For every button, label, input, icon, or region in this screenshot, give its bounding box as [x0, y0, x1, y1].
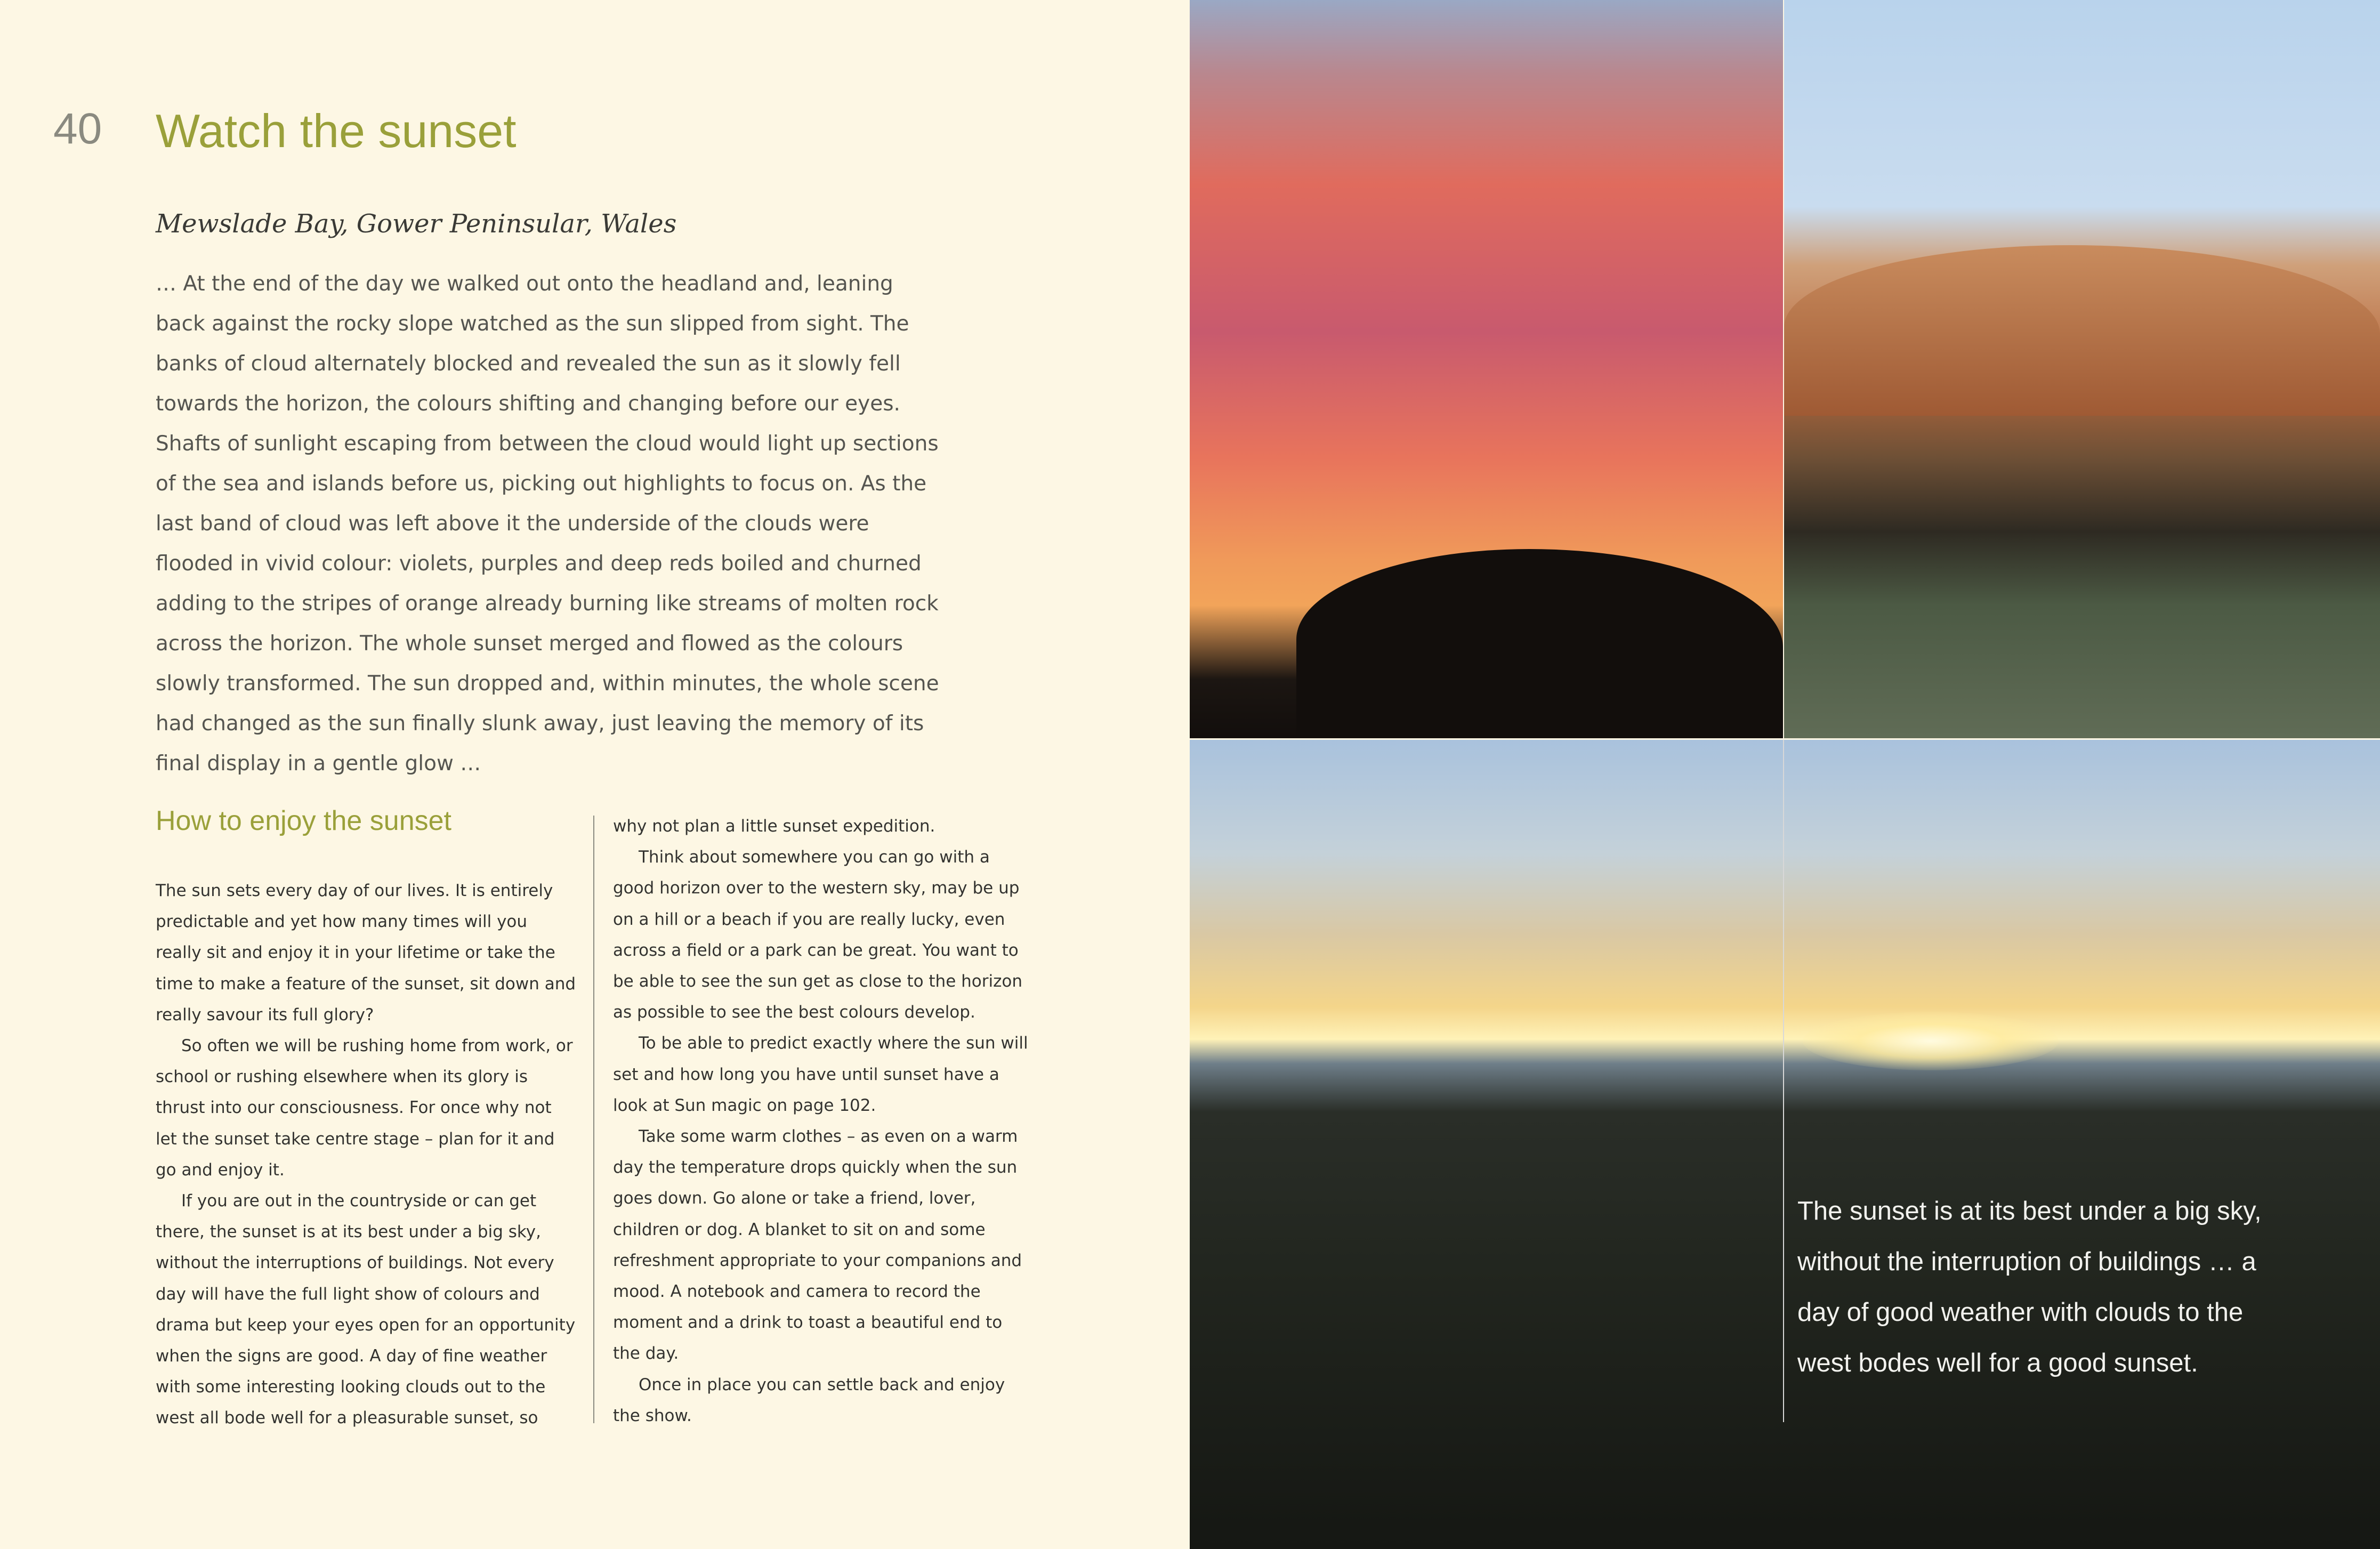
body-column-right — [613, 811, 1029, 1431]
page-number: 40 — [53, 104, 102, 153]
photo-caption — [1797, 1186, 2266, 1389]
body-paragraph: why not plan a little sunset expedition. — [613, 817, 935, 836]
body-paragraph: So often we will be rushing home from work, or school or rushing elsewhere when its glory is thrust into our consciousness. For once why not let the sunset take centre stage – plan for it and go and enjoy it. — [156, 1036, 573, 1180]
caption-text: The sunset is at its best under a big sky, without the interruption of buildings … a day of good weather with clouds to the west bodes well for a good sunset. — [1797, 1197, 2262, 1377]
page-title: Watch the sunset — [156, 104, 517, 157]
intro-paragraph: … At the end of the day we walked out onto the headland and, leaning back against the rocky slope watched as the sun slipped from sight. The banks of cloud alternately blocked and revealed the sun as it slowly fell towards the horizon, the colours shifting and changing before our eyes. Shafts of sunlight escaping from between the cloud would light up sections of the sea and islands before us, picking out highlights to focus on. As the last band of cloud was left above it the underside of the clouds were flooded in vivid colour: violets, purples and deep reds boiled and churned adding to the stripes of orange already burning like streams of molten rock across the horizon. The whole sunset merged and flowed as the colours slowly transformed. The sun dropped and, within minutes, the whole scene had changed as the sun finally slunk away, just leaving the memory of its final display in a gentle glow … — [156, 272, 939, 776]
body-paragraph: If you are out in the countryside or can get there, the sunset is at its best under a big sky, without the interruptions of buildings. Not every day will have the full light show of colours and drama but keep your eyes open for an opportunity when the signs are good. A day of fine weather with some interesting looking clouds out to the west all bode well for a pleasurable sunset, so — [156, 1191, 576, 1428]
photo-collage — [1190, 0, 2380, 1549]
section-heading: How to enjoy the sunset — [156, 805, 451, 836]
location-heading: Mewslade Bay, Gower Peninsular, Wales — [156, 209, 677, 239]
tree-silhouette — [1296, 549, 1783, 738]
body-paragraph: Once in place you can settle back and enjoy the show. — [613, 1375, 1005, 1425]
intro-passage — [156, 264, 945, 784]
red-sky-sunset-photo — [1190, 0, 1783, 738]
sun-glow — [1803, 1012, 2059, 1070]
body-paragraph: Take some warm clothes – as even on a warm day the temperature drops quickly when the sun goes down. Go alone or take a friend, lover, children or dog. A blanket to sit on and some refreshment appropriate to your companions and mood. A notebook and camera to record the moment and a drink to toast a beautiful end to the day. — [613, 1127, 1022, 1364]
photo-divider — [1783, 740, 1784, 1422]
mountain-hill — [1784, 245, 2380, 416]
body-column-left — [156, 875, 577, 1434]
column-divider — [593, 816, 594, 1423]
body-paragraph: Think about somewhere you can go with a good horizon over to the western sky, may be up on a hill or a beach if you are really lucky, even across a field or a park can be great. You want to be able to see the sun get as close to the horizon as possible to see the best colours develop. — [613, 848, 1022, 1022]
body-paragraph: To be able to predict exactly where the sun will set and how long you have until sunset have a look at Sun magic on page 102. — [613, 1034, 1028, 1115]
lake-mountain-photo — [1784, 0, 2380, 738]
sea-sunset-photo — [1190, 740, 2380, 1549]
body-paragraph: The sun sets every day of our lives. It is entirely predictable and yet how many times will you really sit and enjoy it in your lifetime or take the time to make a feature of the sunset, sit down and really savour its full glory? — [156, 881, 576, 1024]
